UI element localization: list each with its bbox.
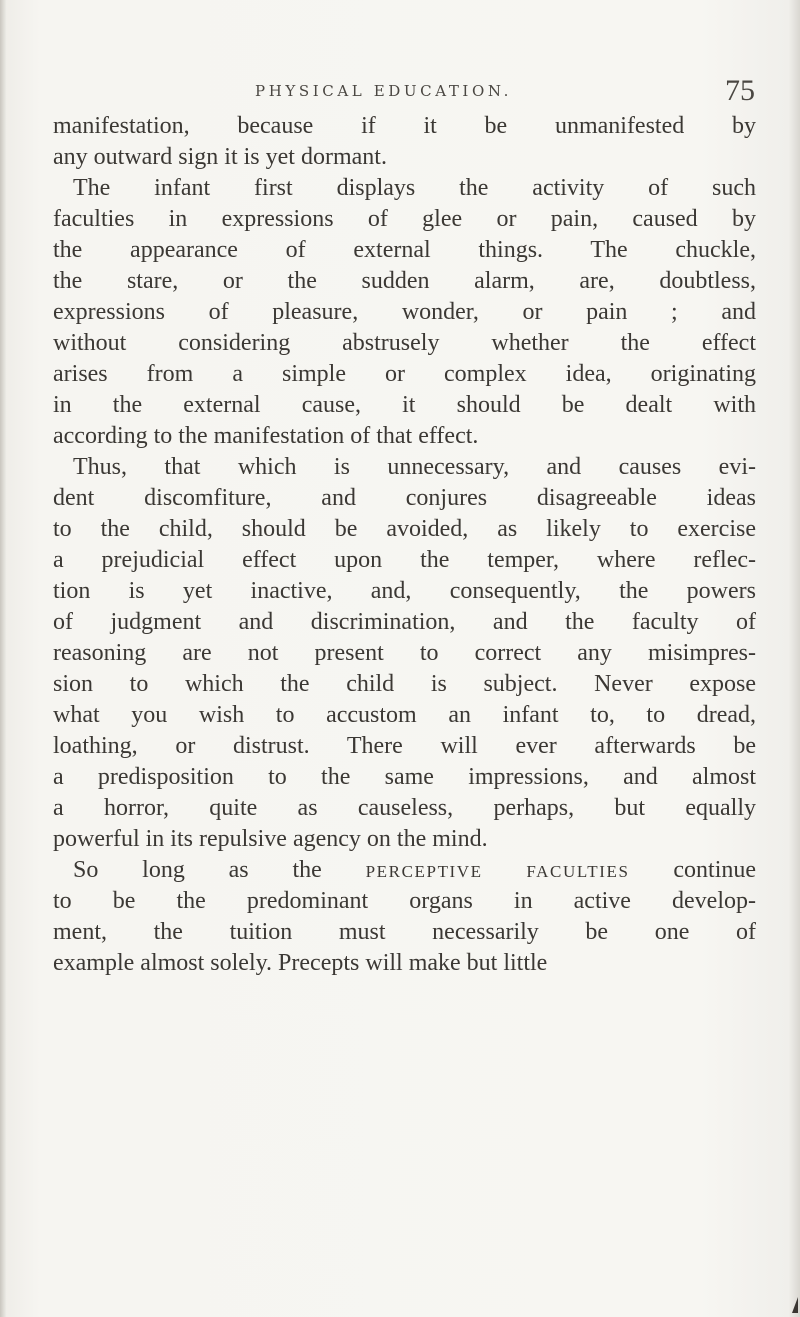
running-head-title: PHYSICAL EDUCATION. — [255, 82, 512, 100]
text-line: any outward sign it is yet dormant. — [53, 144, 387, 170]
text-segment: continue — [629, 857, 757, 883]
page-gutter-shadow — [0, 0, 6, 1317]
text-line: the appearance of external things. The chuckle, — [53, 237, 756, 263]
text-line: a prejudicial effect upon the temper, where reflec- — [53, 547, 756, 573]
text-line: without considering abstrusely whether the effect — [53, 330, 756, 356]
text-line: according to the manifestation of that effect. — [53, 423, 479, 449]
text-line: powerful in its repulsive agency on the mind. — [53, 826, 488, 852]
text-line: Thus, that which is unnecessary, and causes evi- — [73, 454, 756, 480]
text-line: sion to which the child is subject. Never expose — [53, 671, 756, 697]
text-line: of judgment and discrimination, and the faculty of — [53, 609, 756, 635]
text-line: expressions of pleasure, wonder, or pain ; and — [53, 299, 756, 325]
text-line: The infant first displays the activity of such — [73, 175, 756, 201]
text-line: reasoning are not present to correct any misimpres- — [53, 640, 756, 666]
text-segment: So long as the — [73, 857, 366, 883]
page-edge-shadow — [788, 0, 800, 1317]
text-line: loathing, or distrust. There will ever afterwards be — [53, 733, 756, 759]
running-head — [0, 74, 800, 107]
text-line — [53, 855, 756, 886]
text-line: tion is yet inactive, and, consequently, the powers — [53, 578, 756, 604]
text-line: faculties in expressions of glee or pain, caused by — [53, 206, 756, 232]
text-line: example almost solely. Precepts will make but little — [53, 950, 548, 976]
page-number: 75 — [725, 74, 755, 107]
text-line: arises from a simple or complex idea, originating — [53, 361, 756, 387]
text-line: in the external cause, it should be dealt with — [53, 392, 756, 418]
text-line: what you wish to accustom an infant to, to dread, — [53, 702, 756, 728]
text-line: ment, the tuition must necessarily be one of — [53, 919, 756, 945]
smallcaps-term: PERCEPTIVE FACULTIES — [365, 862, 630, 881]
body-text — [53, 111, 756, 979]
text-line: to be the predominant organs in active develop- — [53, 888, 756, 914]
text-line: a predisposition to the same impressions, and almost — [53, 764, 756, 790]
page-corner-mark — [792, 1297, 798, 1313]
text-line: the stare, or the sudden alarm, are, doubtless, — [53, 268, 756, 294]
text-line: to the child, should be avoided, as likely to exercise — [53, 516, 756, 542]
text-line: dent discomfiture, and conjures disagreeable ideas — [53, 485, 756, 511]
text-line: manifestation, because if it be unmanifested by — [53, 113, 756, 139]
text-line: a horror, quite as causeless, perhaps, but equally — [53, 795, 756, 821]
